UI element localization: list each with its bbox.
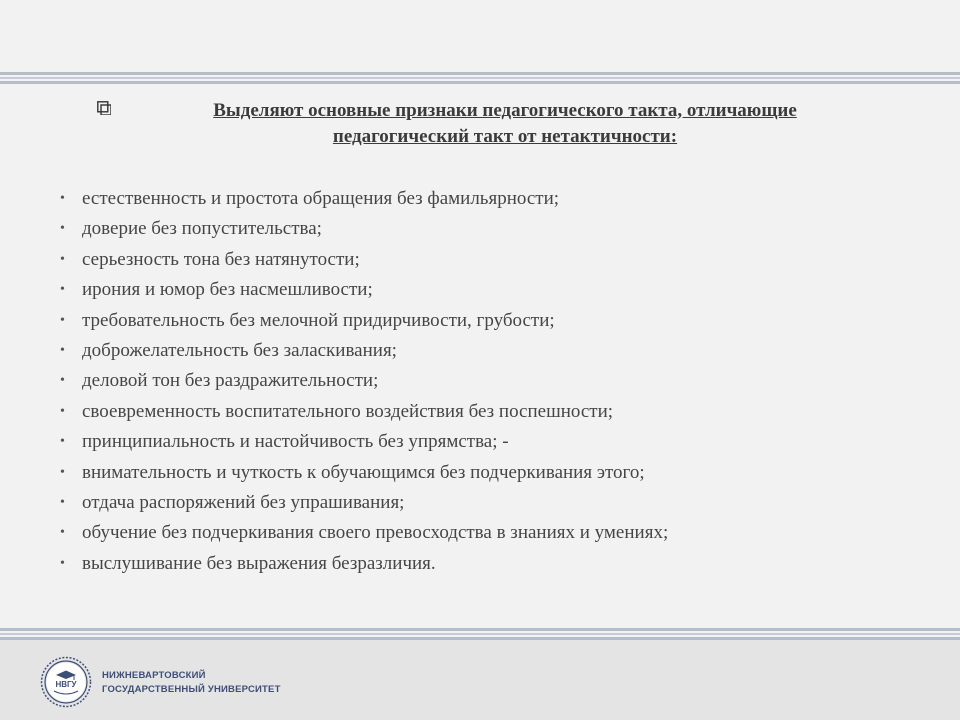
bullet-icon: •: [60, 221, 65, 237]
university-name-line-2: ГОСУДАРСТВЕННЫЙ УНИВЕРСИТЕТ: [102, 684, 281, 695]
list-item: • серьезность тона без натянутости;: [60, 245, 920, 275]
tact-features-list: [60, 184, 920, 579]
list-item: • принципиальность и настойчивость без упрямства; -: [60, 427, 920, 457]
list-item: • доброжелательность без заласкивания;: [60, 336, 920, 366]
logo-badge-text: НВГУ: [55, 680, 77, 689]
list-item: • отдача распоряжений без упрашивания;: [60, 488, 920, 518]
bullet-icon: •: [60, 555, 65, 571]
top-divider-band: [0, 72, 960, 84]
list-item: • выслушивание без выражения безразличия.: [60, 549, 920, 579]
bullet-icon: •: [60, 403, 65, 419]
bullet-icon: •: [60, 434, 65, 450]
bullet-icon: •: [60, 312, 65, 328]
list-item: • внимательность и чуткость к обучающимся без подчеркивания этого;: [60, 458, 920, 488]
bullet-icon: •: [60, 191, 65, 206]
list-item: • доверие без попустительства;: [60, 214, 920, 244]
list-item: • ирония и юмор без насмешливости;: [60, 275, 920, 305]
bullet-icon: •: [60, 251, 65, 267]
list-item: • деловой тон без раздражительности;: [60, 366, 920, 396]
heading-line-1: Выделяют основные признаки педагогического такта, отличающие: [213, 100, 797, 121]
checkbox-bullet-icon: [97, 101, 111, 115]
bullet-icon: •: [60, 494, 65, 510]
bullet-icon: •: [60, 282, 65, 298]
list-item: • требовательность без мелочной придирчивости, грубости;: [60, 306, 920, 336]
list-item: • обучение без подчеркивания своего превосходства в знаниях и умениях;: [60, 518, 920, 548]
slide-heading: [150, 98, 860, 150]
university-name: [102, 669, 281, 697]
list-item: • естественность и простота обращения без фамильярности;: [60, 184, 920, 214]
bullet-icon: •: [60, 525, 65, 541]
heading-line-2: педагогический такт от нетактичности:: [332, 126, 678, 147]
bullet-icon: •: [60, 464, 65, 480]
bottom-divider-band: [0, 628, 960, 640]
bullet-icon: •: [60, 373, 65, 389]
list-item: • своевременность воспитательного воздействия без поспешности;: [60, 397, 920, 427]
bullet-icon: •: [60, 342, 65, 358]
university-logo-icon: [40, 656, 92, 708]
university-name-line-1: НИЖНЕВАРТОВСКИЙ: [102, 670, 206, 681]
